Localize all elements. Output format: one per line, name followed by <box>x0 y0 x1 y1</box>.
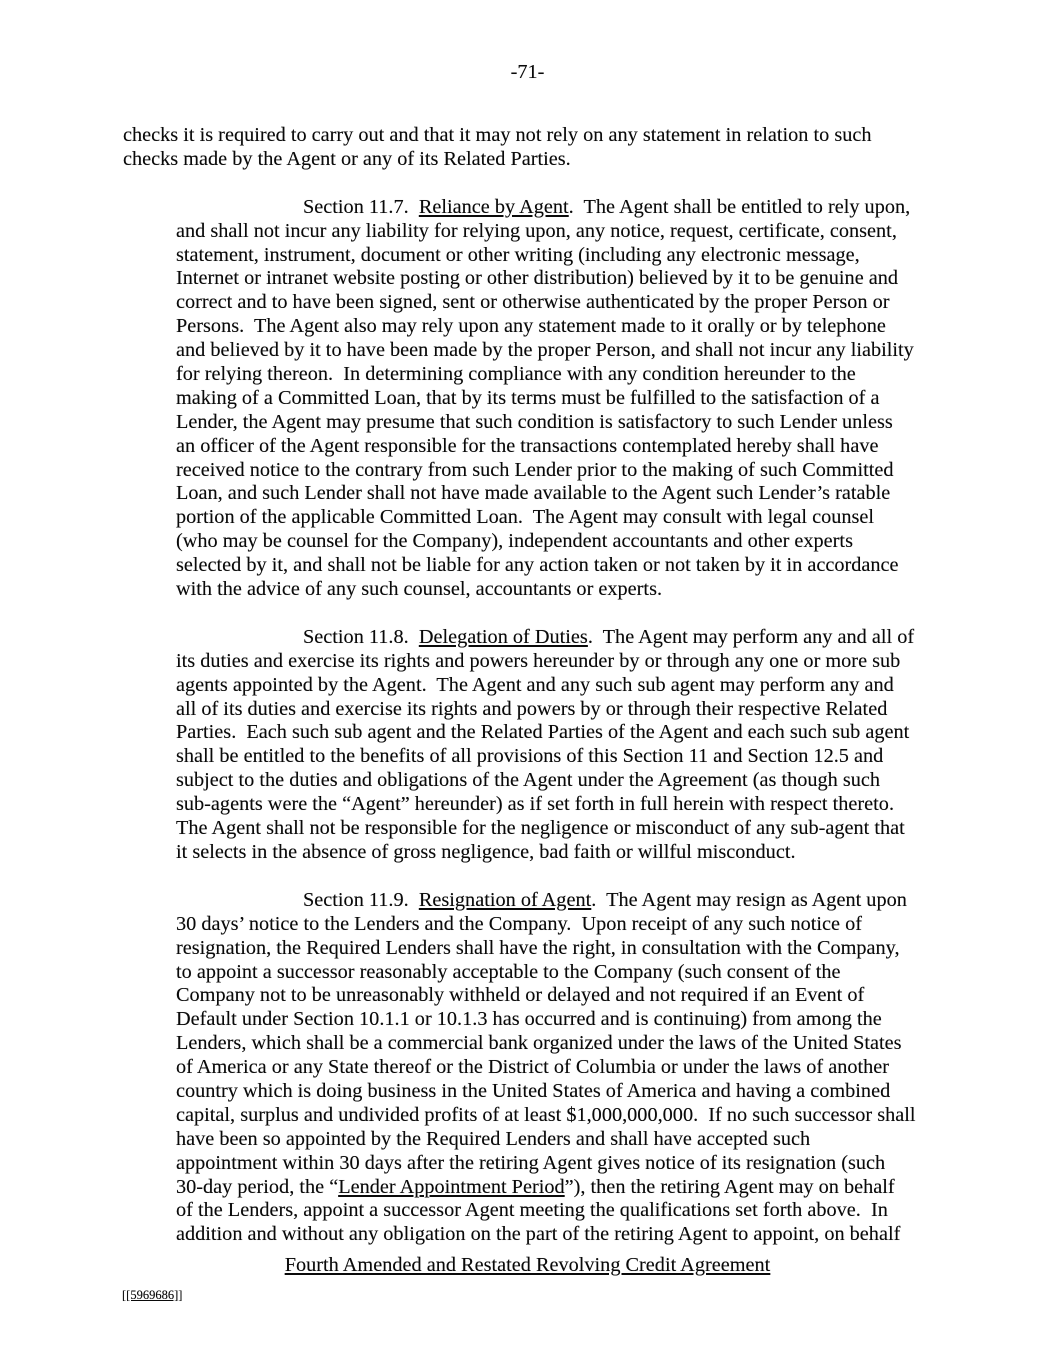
text-run: Internet or intranet website posting or other distribution) believed by it to be genuine and <box>176 267 899 290</box>
text-line <box>176 244 937 268</box>
text-run: shall be entitled to the benefits of all provisions of this Section 11 and Section 12.5 and <box>176 745 884 768</box>
text-run: of America or any State thereof or the District of Columbia or under the laws of another <box>176 1056 890 1079</box>
text-line <box>176 1176 937 1200</box>
underlined-run: Delegation of Duties <box>418 625 588 648</box>
page-number: -71- <box>510 61 545 83</box>
text-line <box>176 745 937 769</box>
text-line <box>176 291 937 315</box>
text-line <box>176 650 937 674</box>
text-run: country which is doing business in the United States of America and having a combined <box>176 1079 891 1102</box>
text-run: Default under Section 10.1.1 or 10.1.3 has occurred and is continuing) from among the <box>176 1008 882 1031</box>
text-line <box>123 124 937 148</box>
text-line <box>176 913 937 937</box>
text-line <box>123 148 937 172</box>
text-run: it selects in the absence of gross negligence, bad faith or willful misconduct. <box>176 840 796 863</box>
text-line <box>176 411 937 435</box>
underlined-run: Lender Appointment Period <box>338 1175 565 1198</box>
text-line <box>176 530 937 554</box>
text-line <box>176 554 937 578</box>
text-line <box>176 1056 937 1080</box>
underlined-run: Resignation of Agent <box>418 888 592 911</box>
text-line <box>176 1199 937 1223</box>
text-line <box>176 841 937 865</box>
text-run: sub-agents were the “Agent” hereunder) as if set forth in full herein with respect thereto. <box>176 793 895 816</box>
text-run: portion of the applicable Committed Loan. The Agent may consult with legal counsel <box>176 506 875 529</box>
text-run: Lenders, which shall be a commercial bank organized under the laws of the United States <box>176 1032 902 1055</box>
footer-title-text: Fourth Amended and Restated Revolving Credit Agreement <box>284 1254 771 1276</box>
text-run: checks it is required to carry out and that it may not rely on any statement in relation to such <box>123 124 872 146</box>
text-line <box>176 1080 937 1104</box>
text-run: have been so appointed by the Required Lenders and shall have accepted such <box>176 1127 811 1150</box>
text-line <box>176 459 937 483</box>
underlined-run: Reliance by Agent <box>418 195 569 218</box>
text-line <box>176 961 937 985</box>
text-line <box>176 1128 937 1152</box>
text-run: correct and to have been signed, sent or otherwise authenticated by the proper Person or <box>176 291 890 314</box>
text-line <box>176 339 937 363</box>
text-run: making of a Committed Loan, that by its terms must be fulfilled to the satisfaction of a <box>176 386 880 409</box>
text-line <box>176 984 937 1008</box>
text-line <box>176 196 937 220</box>
text-run: checks made by the Agent or any of its Related Parties. <box>123 147 571 170</box>
text-line <box>176 482 937 506</box>
text-run: Persons. The Agent also may rely upon any statement made to it orally or by telephone <box>176 315 886 338</box>
text-run: . The Agent may perform any and all of <box>587 625 915 648</box>
text-run: to appoint a successor reasonably acceptable to the Company (such consent of the <box>176 960 841 983</box>
text-run: received notice to the contrary from such Lender prior to the making of such Committed <box>176 458 894 481</box>
text-line <box>176 721 937 745</box>
text-run: selected by it, and shall not be liable for any action taken or not taken by it in accordance <box>176 554 899 577</box>
text-run: and shall not incur any liability for relying upon, any notice, request, certificate, consent, <box>176 219 897 242</box>
text-line <box>176 793 937 817</box>
text-line <box>176 626 937 650</box>
text-run: The Agent shall not be responsible for the negligence or misconduct of any sub-agent that <box>176 817 905 840</box>
text-run: Company not to be unreasonably withheld or delayed and not required if an Event of <box>176 984 865 1007</box>
text-run: 30-day period, the “ <box>176 1175 339 1198</box>
paragraph <box>123 626 937 865</box>
text-line <box>176 220 937 244</box>
text-run: Parties. Each such sub agent and the Related Parties of the Agent and each such sub agent <box>176 721 910 744</box>
text-line <box>176 1152 937 1176</box>
text-line <box>176 1104 937 1128</box>
text-line <box>176 817 937 841</box>
text-line <box>176 267 937 291</box>
text-run: Section 11.7. <box>303 195 419 218</box>
paragraph <box>123 124 937 172</box>
text-run: Loan, and such Lender shall not have made available to the Agent such Lender’s ratable <box>176 482 891 505</box>
text-line <box>176 578 937 602</box>
text-run: ”), then the retiring Agent may on behalf <box>564 1175 895 1198</box>
text-line <box>176 769 937 793</box>
text-line <box>176 1032 937 1056</box>
text-run: agents appointed by the Agent. The Agent and any such sub agent may perform any and <box>176 673 894 696</box>
text-line <box>176 435 937 459</box>
text-run: Lender, the Agent may presume that such condition is satisfactory to such Lender unless <box>176 410 893 433</box>
text-run: resignation, the Required Lenders shall have the right, in consultation with the Company, <box>176 936 900 959</box>
text-run: appointment within 30 days after the retiring Agent gives notice of its resignation (such <box>176 1151 886 1174</box>
text-run: 30 days’ notice to the Lenders and the Company. Upon receipt of any such notice of <box>176 912 862 935</box>
paragraph <box>123 889 937 1247</box>
text-run: of the Lenders, appoint a successor Agent meeting the qualifications set forth above. In <box>176 1199 888 1222</box>
text-run: all of its duties and exercise its rights and powers by or through their respective Related <box>176 697 888 720</box>
text-line <box>176 506 937 530</box>
text-run: subject to the duties and obligations of the Agent under the Agreement (as though such <box>176 769 881 792</box>
text-run: Section 11.9. <box>303 888 419 911</box>
text-run: (who may be counsel for the Company), independent accountants and other experts <box>176 530 853 553</box>
text-run: with the advice of any such counsel, accountants or experts. <box>176 578 663 601</box>
text-line <box>176 674 937 698</box>
text-run: and believed by it to have been made by the proper Person, and shall not incur any liability <box>176 339 914 362</box>
text-line <box>176 315 937 339</box>
text-run: . The Agent may resign as Agent upon <box>591 888 907 911</box>
text-line <box>176 937 937 961</box>
text-run: . The Agent shall be entitled to rely upon, <box>568 195 911 218</box>
text-line <box>176 387 937 411</box>
footer-title <box>0 1254 1055 1277</box>
text-run: capital, surplus and undivided profits of at least $1,000,000,000. If no such successor shall <box>176 1103 916 1126</box>
text-line <box>176 1223 937 1247</box>
document-id-stamp: [[5969686]] <box>122 1288 183 1302</box>
paragraph <box>123 196 937 602</box>
text-line <box>176 1008 937 1032</box>
text-run: its duties and exercise its rights and powers hereunder by or through any one or more sub <box>176 649 901 672</box>
text-line <box>176 889 937 913</box>
text-line <box>176 698 937 722</box>
text-run: an officer of the Agent responsible for the transactions contemplated hereby shall have <box>176 434 879 457</box>
text-run: Section 11.8. <box>303 625 419 648</box>
text-run: statement, instrument, document or other writing (including any electronic message, <box>176 243 860 266</box>
document-body <box>123 124 937 1271</box>
text-run: for relying thereon. In determining compliance with any condition hereunder to the <box>176 363 856 386</box>
text-run: addition and without any obligation on the part of the retiring Agent to appoint, on behalf <box>176 1223 901 1246</box>
text-line <box>176 363 937 387</box>
